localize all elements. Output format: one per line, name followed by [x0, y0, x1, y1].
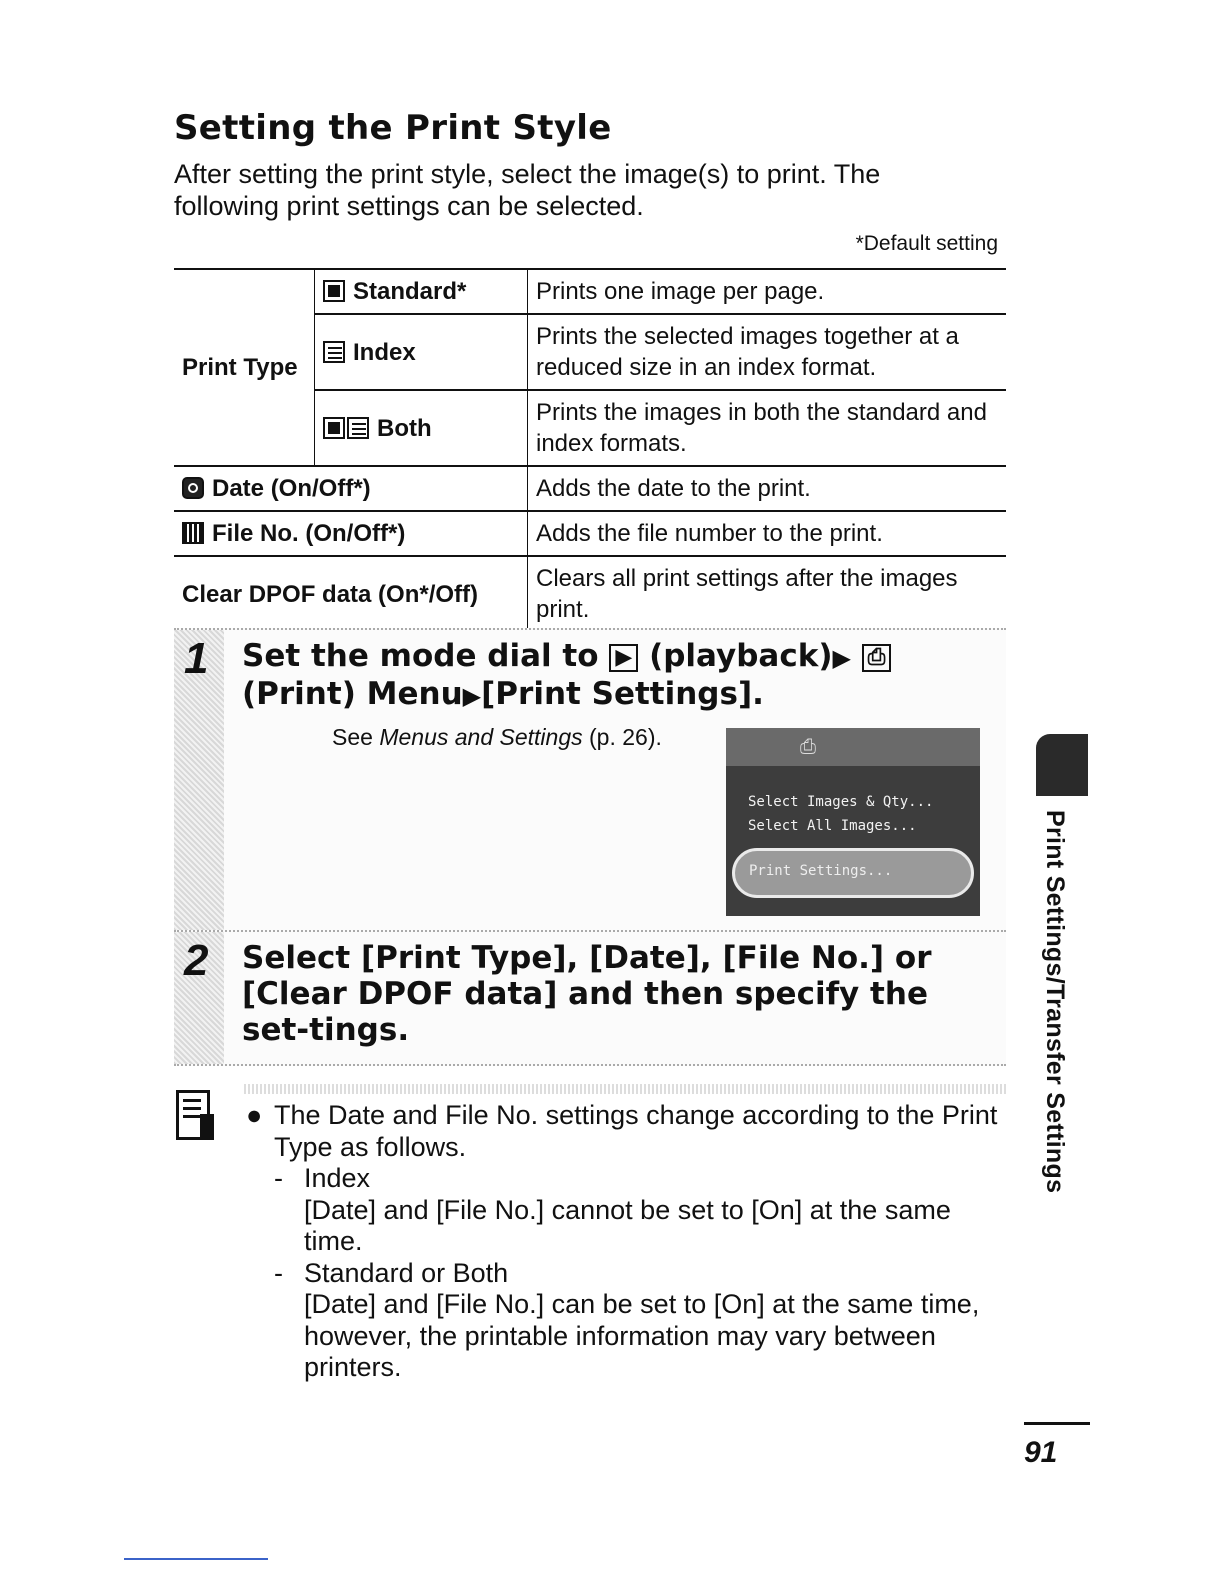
print-type-label: Print Type [182, 354, 298, 381]
date-icon [182, 477, 204, 499]
page-title: Setting the Print Style [174, 108, 612, 148]
see-suffix: (p. 26). [589, 724, 662, 750]
footer-line [124, 1558, 268, 1560]
see-reference [332, 724, 662, 751]
menu-item-print-settings [732, 848, 974, 898]
dash: - [274, 1163, 283, 1193]
page-number-rule [1024, 1422, 1090, 1425]
note-icon [176, 1090, 210, 1140]
table-row [174, 511, 1006, 556]
note-item-text: [Date] and [File No.] cannot be set to [On] at the same time. [304, 1194, 951, 1256]
desc-file-no: Adds the file number to the print. [536, 520, 883, 547]
section-tab-label: Print Settings/Transfer Settings [1041, 810, 1069, 1194]
default-setting-note: *Default setting [855, 232, 998, 255]
section-tab-marker [1036, 734, 1088, 796]
step-1 [174, 628, 1006, 930]
menu-item-select-all: Select All Images... [748, 818, 917, 834]
dash: - [274, 1257, 283, 1288]
note-section [246, 1100, 1016, 1384]
desc-standard: Prints one image per page. [536, 278, 825, 305]
table-row [174, 556, 1006, 632]
see-link: Menus and Settings [379, 724, 583, 750]
option-date: Date (On/Off*) [212, 475, 371, 502]
option-index: Index [353, 338, 416, 366]
note-item-title: Index [304, 1163, 371, 1193]
step-2-instruction: Select [Print Type], [Date], [File No.] or [Clear DPOF data] and then specify the set-tings. [242, 940, 932, 1048]
note-item-title: Standard or Both [304, 1257, 509, 1288]
arrow-right-icon: ▶ [832, 644, 851, 672]
screen-tab-bar [726, 728, 980, 766]
step-number: 2 [184, 936, 209, 985]
intro-text: After setting the print style, select the image(s) to print. The following print settings can be selected. [174, 159, 881, 221]
step-number: 1 [184, 634, 209, 683]
standard-icon [323, 417, 345, 439]
desc-clear-dpof: Clears all print settings after the images print. [536, 565, 958, 623]
camera-screen [726, 728, 980, 916]
see-prefix: See [332, 724, 373, 750]
print-tab-icon: ⎙ [800, 736, 816, 758]
note-item-text: [Date] and [File No.] can be set to [On] at the same time, however, the printable information may vary between printers. [304, 1289, 980, 1382]
option-file-no: File No. (On/Off*) [212, 520, 406, 547]
desc-date: Adds the date to the print. [536, 475, 811, 502]
menu-item-select-images: Select Images & Qty... [748, 794, 934, 810]
page-number: 91 [1024, 1436, 1058, 1469]
option-clear-dpof: Clear DPOF data (On*/Off) [174, 556, 528, 632]
step-2 [174, 930, 1006, 1066]
option-both: Both [377, 414, 432, 442]
step-1-text: [Print Settings]. [481, 676, 764, 712]
note-main: The Date and File No. settings change according to the Print Type as follows. [274, 1100, 998, 1162]
desc-both: Prints the images in both the standard and index formats. [536, 399, 987, 457]
print-settings-label: Print Settings... [749, 863, 893, 879]
step-1-text: (Print) Menu [242, 676, 463, 712]
arrow-right-icon: ▶ [462, 682, 482, 710]
playback-icon: ▶ [609, 644, 638, 672]
print-menu-icon: ⎙ [862, 644, 892, 672]
standard-icon [323, 280, 345, 302]
file-number-icon [182, 522, 204, 544]
note-divider [244, 1084, 1006, 1094]
step-1-instruction [242, 638, 1002, 714]
step-1-text: (playback) [649, 638, 833, 674]
print-settings-table [174, 268, 1006, 633]
index-icon [323, 341, 345, 363]
option-standard: Standard* [353, 278, 467, 305]
index-icon [347, 417, 369, 439]
table-row [174, 269, 1006, 314]
step-1-text: Set the mode dial to [242, 638, 599, 674]
bullet-icon: ● [246, 1100, 263, 1130]
desc-index: Prints the selected images together at a reduced size in an index format. [536, 323, 959, 381]
table-row [174, 466, 1006, 511]
